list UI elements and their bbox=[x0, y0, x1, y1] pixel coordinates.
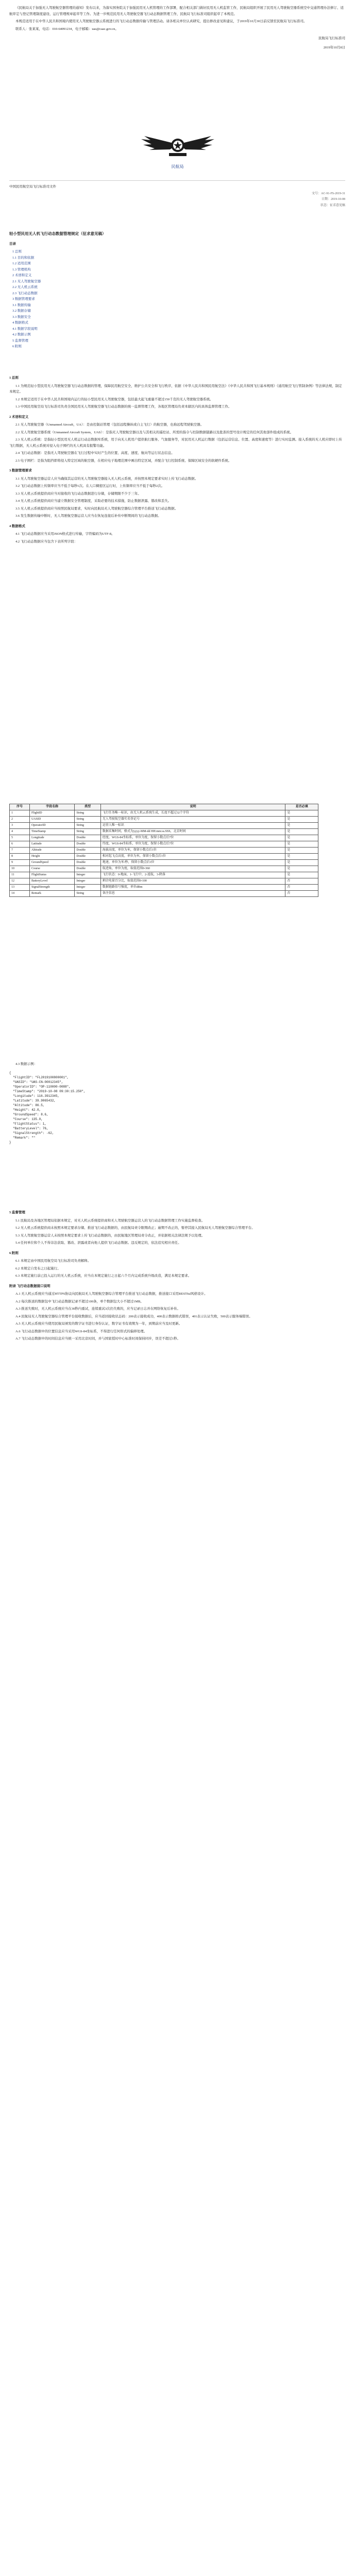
table-row bbox=[10, 854, 318, 860]
table-cell: 地速，单位为米/秒，保留小数点后1位 bbox=[100, 860, 285, 866]
field-table bbox=[9, 804, 318, 897]
table-row bbox=[10, 866, 318, 872]
section-paragraph: 2.2 无人驾驶航空器系统（Unmanned Aircraft System，UAS）：是指无人驾驶航空器以及与其相关的遥控站、所需的指令与控制数据链路以及批准的型号设计规定的任何其他部件组成的系统。 bbox=[15, 430, 294, 434]
section-paragraph: 2.5 电子围栏：是指为阻挡即将侵入特定区域的航空器，在相应电子地理范围中画出特定区域，并配合飞行控制系统、保障区域安全的软硬件系统。 bbox=[15, 459, 232, 463]
table-cell: BatteryLevel bbox=[29, 878, 74, 885]
table-row bbox=[10, 878, 318, 885]
table-cell: 飞行任务唯一标识，由无人机云系统生成，长度不超过32个字符 bbox=[100, 810, 285, 817]
table-cell: 13 bbox=[10, 885, 30, 891]
table-cell: Integer bbox=[75, 872, 101, 878]
table-cell: 11 bbox=[10, 872, 30, 878]
table-cell: 1 bbox=[10, 810, 30, 817]
table-cell: 否 bbox=[285, 891, 318, 897]
table-cell: 是 bbox=[285, 829, 318, 835]
section-paragraph: 3.3 无人机云系统提供商应当对接收的飞行动态数据进行存储，存储期限不少于三年。 bbox=[15, 492, 141, 496]
section-paragraph: 5.3 无人驾驶航空器运营人未按照本规定要求上传飞行动态数据的，由民航地区管理局责令改正，并依据相关法律法规予以处理。 bbox=[15, 1233, 205, 1238]
table-cell: Double bbox=[75, 841, 101, 848]
section-paragraph: 1.1 为规范轻小型民用无人驾驶航空器飞行动态数据的管理，保障民用航空安全，维护公共安全和飞行秩序，依据《中华人民共和国民用航空法》《中华人民共和国飞行基本规则》《通用航空飞行管制条例》等法律法规，制定本规定。 bbox=[9, 384, 342, 394]
table-row bbox=[10, 829, 318, 835]
table-cell: OperatorID bbox=[29, 823, 74, 829]
table-row bbox=[10, 835, 318, 841]
table-cell: 是 bbox=[285, 854, 318, 860]
section-paragraph: 5.2 无人机云系统提供商未按照本规定要求存储、推送飞行动态数据的，由民航局责令限期改正；逾期不改正的，暂停其接入民航局无人驾驶航空器综合管理平台。 bbox=[15, 1226, 255, 1230]
section-paragraph: A.4 民航局无人驾驶航空器综合管理平台接收数据后，应当返回接收状态码：200表示接收成功，400表示数据格式错误，401表示认证失败，500表示服务端错误。 bbox=[15, 1314, 252, 1318]
table-cell: Remark bbox=[29, 891, 74, 897]
table-row bbox=[10, 841, 318, 848]
toc-item[interactable]: 1 总则 bbox=[12, 250, 22, 253]
table-row bbox=[10, 891, 318, 897]
table-cell: 是 bbox=[285, 817, 318, 823]
table-cell: 数据链路信号强度，单位dBm bbox=[100, 885, 285, 891]
section-heading: 5 监督管理 bbox=[9, 1211, 25, 1214]
table-cell: 3 bbox=[10, 823, 30, 829]
table-cell: Integer bbox=[75, 878, 101, 885]
table-header-row bbox=[10, 804, 318, 810]
table-row bbox=[10, 823, 318, 829]
section-paragraph: 2.3 无人机云系统：是指轻小型民用无人机运行动态数据库系统，用于向无人机用户提供航行服务、气象服务等，对民用无人机运行数据（包括运营信息、位置、高度和速度等）进行实时监测。接入系统的无人机应即时上传飞行数据，无人机云系统对侵入电子围栏的无人机具有报警功能。 bbox=[9, 438, 342, 448]
table-cell: Double bbox=[75, 835, 101, 841]
example-code: { "FlightID": "FL2019100800001", "UASID": "UAS-CN-00012345", "OperatorID": "OP-110000-0088", "TimeStamp": "2019-10-08 09:30:15.250", "Longitude": 116.3912345, "Latitude": 39.9065432, "Altitude": 86.5, "Height": 42.0, "GroundSpeed": 8.6, "Course": 135.0, "FlightStatus": 1, "BatteryLevel": 76, "SignalStrength": -62, "Remark": "" } bbox=[9, 1071, 86, 1144]
toc-item[interactable]: 1.1 目的和依据 bbox=[12, 256, 35, 260]
table-cell: Integer bbox=[75, 885, 101, 891]
table-cell: 否 bbox=[285, 885, 318, 891]
table-cell: 5 bbox=[10, 835, 30, 841]
memo-date-label: 日期： bbox=[321, 198, 331, 201]
section-paragraph: 3.6 发生数据传输中断时，无人驾驶航空器运营人应当在恢复连接后补传中断期间的飞行动态数据。 bbox=[15, 514, 161, 518]
table-cell: String bbox=[75, 829, 101, 835]
section-paragraph: 2.1 无人驾驶航空器（Unmanned Aircraft，UA）：是由控制站管理（包括远程操纵或自主飞行）的航空器，也称远程驾驶航空器。 bbox=[15, 423, 204, 427]
section-paragraph: 6.2 本规定自发布之日起施行。 bbox=[15, 1266, 61, 1270]
table-row bbox=[10, 817, 318, 823]
toc-item[interactable]: 2.3 飞行动态数据 bbox=[12, 291, 38, 295]
memo-meta bbox=[9, 191, 345, 209]
memo-status: 征求意见稿 bbox=[329, 204, 345, 207]
table-cell: Height bbox=[29, 854, 74, 860]
table-row bbox=[10, 872, 318, 878]
later-sections bbox=[9, 1206, 345, 1344]
table-cell: 相对起飞点高度，单位为米，保留小数点后1位 bbox=[100, 854, 285, 860]
table-body bbox=[10, 810, 318, 897]
section-paragraph: 3.2 飞行动态数据上传频率应当不低于每秒1次。在人口稠密区运行时，上传频率应当不低于每秒2次。 bbox=[15, 484, 165, 488]
table-cell: 10 bbox=[10, 866, 30, 872]
toc-item[interactable]: 2.1 无人驾驶航空器 bbox=[12, 279, 41, 283]
table-cell: 14 bbox=[10, 891, 30, 897]
table-cell: FlightID bbox=[29, 810, 74, 817]
section-paragraph: 3.4 无人机云系统提供商应当建立数据安全管理制度，采取必要的技术措施，防止数据泄露、篡改和丢失。 bbox=[15, 499, 172, 503]
example-label: 4.3 数据示例： bbox=[15, 1062, 38, 1066]
table-cell: 海拔高度，单位为米，保留小数点后1位 bbox=[100, 848, 285, 854]
example-block bbox=[9, 1061, 345, 1148]
memo-date: 2019-10-08 bbox=[331, 198, 345, 201]
section-paragraph: 2.4 飞行动态数据：是指无人驾驶航空器在飞行过程中实时产生的位置、高度、速度、航向等运行状态信息。 bbox=[15, 451, 175, 455]
table-cell: 备注信息 bbox=[100, 891, 285, 897]
table-cell: Double bbox=[75, 854, 101, 860]
table-cell: 剩余电量百分比，取值范围0-100 bbox=[100, 878, 285, 885]
toc-item[interactable]: 3.1 数据传输 bbox=[12, 303, 31, 307]
memo-header bbox=[9, 180, 345, 209]
intro-paragraph: 《民航局关于加强无人驾驶航空器管理的通知》发布以来，为落实国务院关于加强民用无人机管理的工作部署，配合相关部门做好民用无人机监管工作，民航局组织开展了民用无人驾驶航空器系统空中交通管理办法修订、适航审定与登记管理制度建设、运行管理规章起草等工作。为进一步规范民用无人驾驶航空器飞行动态数据管理工作，民航局飞行标准司组织起草了本规范。 bbox=[9, 6, 344, 16]
table-cell: 是 bbox=[285, 866, 318, 872]
section-paragraph: 3.5 无人机云系统提供商应当按照民航局要求，实时向民航局无人驾驶航空器综合管理平台推送飞行动态数据。 bbox=[15, 506, 178, 511]
section-paragraph: 6.3 本规定施行前已投入运行的无人机云系统，应当在本规定施行之日起六个月内完成系统升级改造，满足本规定要求。 bbox=[15, 1274, 192, 1278]
table-cell: Latitude bbox=[29, 841, 74, 848]
section-heading: 3 数据管理要求 bbox=[9, 469, 32, 472]
table-row bbox=[10, 810, 318, 817]
table-cell: Double bbox=[75, 866, 101, 872]
section-heading: 1 总则 bbox=[9, 376, 19, 380]
table-header-cell: 字段名称 bbox=[29, 804, 74, 810]
table-cell: 是 bbox=[285, 841, 318, 848]
table-row bbox=[10, 885, 318, 891]
table-cell: 12 bbox=[10, 878, 30, 885]
section-heading: 2 术语和定义 bbox=[9, 415, 29, 419]
toc-item[interactable]: 2 术语和定义 bbox=[12, 274, 32, 277]
table-cell: 是 bbox=[285, 823, 318, 829]
intro-block bbox=[9, 5, 345, 54]
table-header-cell: 说明 bbox=[100, 804, 285, 810]
table-header-cell: 是否必填 bbox=[285, 804, 318, 810]
table-cell: Course bbox=[29, 866, 74, 872]
caac-wings-logo-icon bbox=[139, 129, 216, 160]
table-cell: String bbox=[75, 891, 101, 897]
table-header-cell: 序号 bbox=[10, 804, 30, 810]
section-paragraph: 1.2 本规定适用于在中华人民共和国境内运行的轻小型民用无人驾驶航空器，包括最大起飞重量不超过150千克的无人驾驶航空器系统。 bbox=[15, 397, 213, 401]
table-cell: 经度，WGS-84坐标系，单位为度，保留小数点后7位 bbox=[100, 835, 285, 841]
table-cell: String bbox=[75, 810, 101, 817]
memo-number: AC-91-FS-2019-31 bbox=[320, 192, 345, 195]
main-sections bbox=[9, 371, 345, 546]
divider bbox=[9, 180, 345, 181]
section-heading: 附录 飞行动态数据接口说明 bbox=[9, 1284, 50, 1288]
section-paragraph: 4.2 飞行动态数据应当包含下表所列字段： bbox=[15, 539, 78, 544]
section-paragraph: A.3 推送失败时，无人机云系统应当在30秒内重试，连续重试3次仍失败的，应当记录日志并在网络恢复后补传。 bbox=[15, 1307, 180, 1311]
table-of-contents bbox=[9, 249, 345, 350]
table-cell: String bbox=[75, 823, 101, 829]
memo-status-label: 状态： bbox=[320, 204, 330, 207]
section-paragraph: A.7 飞行动态数据中的时间信息应当统一采用北京时间，并与国家授时中心标准时间保持同步，误差不超过1秒。 bbox=[15, 1337, 180, 1341]
table-cell: 飞行状态：0-地面，1-飞行中，2-返航，3-降落 bbox=[100, 872, 285, 878]
section-paragraph: A.1 无人机云系统应当通过HTTPS协议向民航局无人驾驶航空器综合管理平台推送飞行动态数据，推送接口采用RESTful风格设计。 bbox=[15, 1292, 208, 1296]
memo-number-label: 文号： bbox=[311, 192, 321, 195]
toc-item[interactable]: 5 监督管理 bbox=[12, 338, 28, 343]
section-paragraph: A.5 无人机云系统应当使用民航局颁发的数字证书进行身份认证，数字证书有效期为一年，到期前应当及时更新。 bbox=[15, 1322, 182, 1326]
section-paragraph: A.2 每次推送的数据包中飞行动态数据记录不超过100条，单个数据包大小不超过1MB。 bbox=[15, 1299, 144, 1303]
table-cell: 是 bbox=[285, 835, 318, 841]
sign-date: 2019年10月8日 bbox=[323, 45, 345, 49]
table-cell: 是 bbox=[285, 872, 318, 878]
toc-item[interactable]: 4 数据格式 bbox=[12, 321, 28, 325]
table-cell: GroundSpeed bbox=[29, 860, 74, 866]
field-table-wrap bbox=[9, 804, 345, 897]
toc-title: 目录 bbox=[9, 242, 16, 246]
toc-item[interactable]: 3 数据管理要求 bbox=[12, 297, 35, 301]
table-cell: FlightStatus bbox=[29, 872, 74, 878]
toc-item[interactable]: 2.2 无人机云系统 bbox=[12, 285, 38, 289]
table-cell: 4 bbox=[10, 829, 30, 835]
doc-header bbox=[9, 227, 345, 350]
doc-title: 轻小型民用无人机飞行动态数据管理规定（征求意见稿） bbox=[9, 231, 106, 236]
table-cell: SignalStrength bbox=[29, 885, 74, 891]
table-cell: 是 bbox=[285, 860, 318, 866]
table-cell: 是 bbox=[285, 810, 318, 817]
logo-caption: 民航局 bbox=[171, 164, 184, 169]
toc-item[interactable]: 4.1 数据字段说明 bbox=[12, 327, 38, 331]
table-cell: 6 bbox=[10, 841, 30, 848]
section-paragraph: 6.1 本规定由中国民用航空局飞行标准司负责解释。 bbox=[15, 1259, 91, 1263]
table-cell: 纬度，WGS-84坐标系，单位为度，保留小数点后7位 bbox=[100, 841, 285, 848]
table-cell: 无人驾驶航空器实名登记号 bbox=[100, 817, 285, 823]
section-paragraph: 1.3 中国民用航空局飞行标准司负责全国民用无人驾驶航空器飞行动态数据的统一监督管理工作，各地区管理局负责本辖区内的具体监督管理工作。 bbox=[15, 405, 232, 409]
section-paragraph: 4.1 飞行动态数据应当采用JSON格式进行传输，字符编码为UTF-8。 bbox=[15, 532, 115, 536]
section-paragraph: 5.4 任何单位和个人不得非法获取、篡改、泄露或者向他人提供飞行动态数据。违反规定的，依法追究相应责任。 bbox=[15, 1241, 181, 1245]
toc-item[interactable]: 3.3 数据安全 bbox=[12, 315, 31, 319]
section-heading: 4 数据格式 bbox=[9, 524, 25, 528]
table-cell: 运营人唯一标识 bbox=[100, 823, 285, 829]
table-row bbox=[10, 848, 318, 854]
sign-org: 民航局飞行标准司 bbox=[318, 36, 345, 40]
table-cell: 2 bbox=[10, 817, 30, 823]
table-cell: 数据采集时间，格式为yyyy-MM-dd HH:mm:ss.SSS，北京时间 bbox=[100, 829, 285, 835]
table-cell: TimeStamp bbox=[29, 829, 74, 835]
toc-item[interactable]: 3.2 数据存储 bbox=[12, 309, 31, 313]
intro-paragraph: 本规范适用于在中华人民共和国境内使用无人驾驶航空器云系统进行的飞行动态数据传输与管理活动。请各相关单位认真研究，提出修改意见和建议，于2019年10月30日前反馈至民航局飞行标准司。 bbox=[15, 20, 307, 23]
table-cell: Longitude bbox=[29, 835, 74, 841]
intro-paragraph: 联系人：张某某，电话：010-64091234，电子邮箱：uas@caac.gov.cn。 bbox=[15, 27, 119, 31]
table-row bbox=[10, 860, 318, 866]
table-cell: 否 bbox=[285, 878, 318, 885]
section-paragraph: 5.1 民航局及各地区管理局依据本规定，对无人机云系统提供商和无人驾驶航空器运营人的飞行动态数据管理工作实施监督检查。 bbox=[15, 1218, 205, 1223]
memo-to: 中国民用航空局飞行标准司文件 bbox=[9, 185, 56, 189]
table-cell: 8 bbox=[10, 854, 30, 860]
section-paragraph: 3.1 无人驾驶航空器运营人应当确保其运营的无人驾驶航空器接入无人机云系统，并按照本规定要求实时上传飞行动态数据。 bbox=[15, 477, 198, 481]
section-heading: 6 附则 bbox=[9, 1251, 19, 1255]
table-header-cell: 类型 bbox=[75, 804, 101, 810]
table-cell: 9 bbox=[10, 860, 30, 866]
table-cell: String bbox=[75, 817, 101, 823]
toc-item[interactable]: 6 附则 bbox=[12, 345, 22, 348]
toc-item[interactable]: 1.3 管理机构 bbox=[12, 267, 31, 272]
table-cell: 是 bbox=[285, 848, 318, 854]
table-cell: 航迹角，单位为度，取值范围0-360 bbox=[100, 866, 285, 872]
toc-item[interactable]: 1.2 适用范围 bbox=[12, 262, 31, 265]
table-cell: 7 bbox=[10, 848, 30, 854]
section-paragraph: A.6 飞行动态数据中的位置信息应当采用WGS-84坐标系，不得进行任何形式的偏移处理。 bbox=[15, 1329, 147, 1333]
table-cell: Altitude bbox=[29, 848, 74, 854]
toc-item[interactable]: 4.2 数据示例 bbox=[12, 333, 31, 336]
table-cell: Double bbox=[75, 848, 101, 854]
table-cell: UASID bbox=[29, 817, 74, 823]
table-cell: Double bbox=[75, 860, 101, 866]
